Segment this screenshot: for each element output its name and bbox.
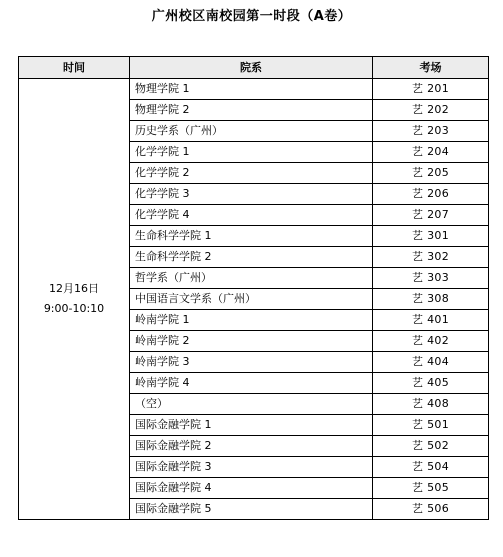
room-cell: 艺 201 bbox=[373, 79, 489, 100]
room-cell: 艺 206 bbox=[373, 184, 489, 205]
department-cell: 岭南学院 2 bbox=[130, 331, 373, 352]
department-cell: 国际金融学院 3 bbox=[130, 457, 373, 478]
department-cell: 岭南学院 4 bbox=[130, 373, 373, 394]
room-cell: 艺 502 bbox=[373, 436, 489, 457]
department-cell: 物理学院 1 bbox=[130, 79, 373, 100]
department-cell: 生命科学学院 1 bbox=[130, 226, 373, 247]
department-cell: 物理学院 2 bbox=[130, 100, 373, 121]
room-cell: 艺 301 bbox=[373, 226, 489, 247]
header-row bbox=[19, 57, 489, 79]
exam-room-table bbox=[18, 56, 489, 520]
room-cell: 艺 501 bbox=[373, 415, 489, 436]
header-time: 时间 bbox=[19, 57, 130, 79]
department-cell: 化学学院 2 bbox=[130, 163, 373, 184]
page-title: 广州校区南校园第一时段（A卷） bbox=[151, 9, 352, 24]
department-cell: 岭南学院 1 bbox=[130, 310, 373, 331]
department-cell: 哲学系（广州） bbox=[130, 268, 373, 289]
room-cell: 艺 205 bbox=[373, 163, 489, 184]
room-cell: 艺 408 bbox=[373, 394, 489, 415]
table-body bbox=[19, 79, 489, 520]
department-cell: 国际金融学院 1 bbox=[130, 415, 373, 436]
department-cell: 国际金融学院 2 bbox=[130, 436, 373, 457]
room-cell: 艺 404 bbox=[373, 352, 489, 373]
department-cell: 化学学院 1 bbox=[130, 142, 373, 163]
department-cell: 化学学院 3 bbox=[130, 184, 373, 205]
room-cell: 艺 402 bbox=[373, 331, 489, 352]
room-cell: 艺 302 bbox=[373, 247, 489, 268]
room-cell: 艺 505 bbox=[373, 478, 489, 499]
table-header bbox=[19, 57, 489, 79]
department-cell: 历史学系（广州） bbox=[130, 121, 373, 142]
department-cell: （空） bbox=[130, 394, 373, 415]
table-row bbox=[19, 79, 489, 100]
room-cell: 艺 308 bbox=[373, 289, 489, 310]
department-cell: 中国语言文学系（广州） bbox=[130, 289, 373, 310]
department-cell: 国际金融学院 5 bbox=[130, 499, 373, 520]
room-cell: 艺 303 bbox=[373, 268, 489, 289]
header-department: 院系 bbox=[130, 57, 373, 79]
room-cell: 艺 203 bbox=[373, 121, 489, 142]
room-cell: 艺 506 bbox=[373, 499, 489, 520]
department-cell: 岭南学院 3 bbox=[130, 352, 373, 373]
session-date: 12月16日 bbox=[49, 282, 99, 295]
department-cell: 生命科学学院 2 bbox=[130, 247, 373, 268]
room-cell: 艺 401 bbox=[373, 310, 489, 331]
department-cell: 化学学院 4 bbox=[130, 205, 373, 226]
room-cell: 艺 202 bbox=[373, 100, 489, 121]
room-cell: 艺 504 bbox=[373, 457, 489, 478]
session-time-cell bbox=[19, 79, 130, 520]
header-room: 考场 bbox=[373, 57, 489, 79]
department-cell: 国际金融学院 4 bbox=[130, 478, 373, 499]
session-time-range: 9:00-10:10 bbox=[43, 302, 105, 315]
room-cell: 艺 204 bbox=[373, 142, 489, 163]
room-cell: 艺 207 bbox=[373, 205, 489, 226]
room-cell: 艺 405 bbox=[373, 373, 489, 394]
